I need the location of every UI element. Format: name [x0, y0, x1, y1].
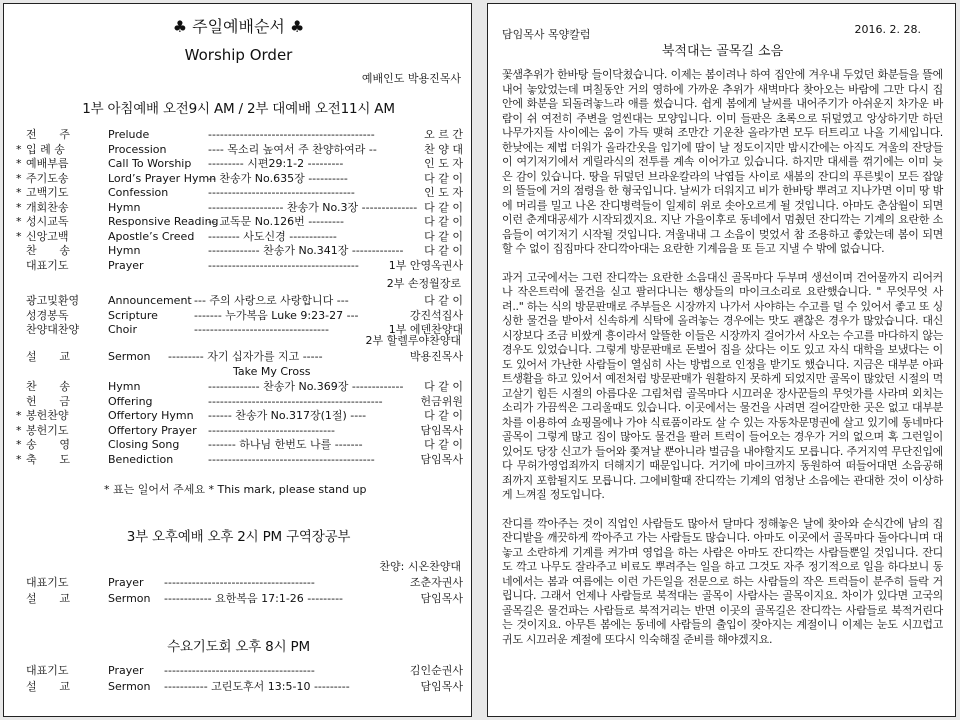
order-row	[4, 453, 472, 467]
order-item-leader: 다 같 이	[424, 409, 463, 422]
order-item-korean: 전 주	[26, 128, 70, 141]
order-row	[4, 201, 472, 215]
worship-order-page	[3, 3, 472, 717]
order-item-korean: 설 교	[26, 592, 70, 605]
order-item-leader: 헌금위원	[420, 394, 463, 408]
order-item-korean: 찬 송	[26, 380, 70, 393]
order-item-korean: 송 영	[26, 438, 70, 451]
sermon-preacher: 박용진목사	[409, 350, 463, 363]
order-item-leader: 찬 양 대	[424, 142, 463, 156]
order-item-leader: 담임목사	[420, 452, 463, 466]
worship-order-title: ♣ 주일예배순서 ♣	[172, 17, 305, 36]
order-item-english: Sermon	[108, 592, 151, 605]
worship-leader: 예배인도 박용진목사	[361, 72, 461, 85]
order-item-english: Prayer	[108, 258, 144, 272]
order-item-detail: ------ 찬송가 No.317장(1절) ----	[208, 409, 367, 422]
order-item-detail: ----------- 고린도후서 13:5-10 ---------	[164, 680, 350, 693]
order-item-korean: 대표기도	[26, 664, 69, 677]
order-item-english: Prayer	[108, 576, 144, 589]
order-item-leader: 다 같 이	[424, 244, 463, 257]
order-row	[4, 244, 472, 258]
order-item-leader: 인 도 자	[424, 157, 463, 170]
order-row	[4, 680, 472, 694]
order-row	[4, 395, 472, 409]
order-item-leader: 인 도 자	[424, 186, 463, 199]
order-mark: *	[16, 171, 22, 185]
order-mark: *	[16, 438, 22, 451]
column-paragraph: 잔디를 깍아주는 것이 직업인 사람들도 많아서 달마다 정해놓은 날에 찾아와 순식간에 남의 집 잔디밭을 깨끗하게 깍아주고 가는 사람들도 많습니다. 아마도 이곳에서 골목마다 돌아다니며 대놓고 소란하게 기계를 켜가며 영업을 하는 사람은 아마도 잔디깍는 사람들뿐일 것입니다. 잔디도 깍고 나무도 잘라주고 비료도 뿌려주는 일을 하고 그것도 자주 정기적으로 일을 하다보니 동네에서는 봄과 여름에는 이런 가든일을 전문으로 하는 사람들의 작은 트럭들이 분주히 들락 거립니다. 그래서 언제나 사람들로 북적대는 골목이 사람사는 골목이지요. 차이가 있다면 고국의 골목길은 물건파는 사람들로 북적거리는 반면 이곳의 골목길은 잔디깍는 사람들로 북적거린다는 것이지요. 아무튼 봄에는 동네에 사람들의 출입이 잦아지는 계절이니 이제는 눈도 시끄럽고 귀도 시끄러운 계절에 또다시 익숙해질 준비를 해야겠지요.	[502, 516, 943, 646]
order-item-detail: -- 교독문 No.126번 ---------	[208, 215, 344, 228]
order-item-korean: 성시교독	[26, 215, 69, 228]
order-item-leader: 1부 에덴찬양대	[388, 323, 463, 336]
order-item-english: Scripture	[108, 308, 158, 322]
column-body	[502, 68, 943, 661]
order-item-leader: 다 같 이	[424, 438, 463, 451]
order-item-korean: 신앙고백	[26, 229, 69, 243]
order-mark: *	[16, 452, 22, 466]
order-item-english: Lord’s Prayer Hymn	[108, 171, 217, 185]
order-item-leader: 다 같 이	[424, 380, 463, 393]
order-item-detail: ----------------------------------	[194, 323, 329, 336]
sermon-row	[4, 350, 472, 364]
order-item-detail: ------------- 찬송가 No.341장 -------------	[208, 244, 404, 257]
order-item-korean: 헌 금	[26, 394, 70, 408]
section-wednesday-prayer: 수요기도회 오후 8시 PM	[167, 639, 310, 655]
order-item-leader: 강진석집사	[409, 308, 463, 322]
order-mark: *	[16, 409, 22, 422]
order-mark: *	[16, 200, 22, 214]
column-header-label: 담임목사 목양칼럼	[502, 28, 591, 41]
order-item-leader: 다 같 이	[424, 229, 463, 243]
order-item-korean: 입 례 송	[26, 142, 65, 156]
second-service-prayer: 2부 손정월장로	[386, 277, 461, 290]
order-row	[4, 576, 472, 590]
order-item-leader: 오 르 간	[424, 128, 463, 141]
order-row	[4, 259, 472, 273]
order-row	[4, 230, 472, 244]
sermon-title: --------- 자기 십자가를 지고 -----	[168, 350, 323, 363]
order-item-detail: --------------------------------------	[208, 258, 359, 272]
order-item-english: Prayer	[108, 664, 144, 677]
order-item-detail: -------------------------------------	[208, 186, 355, 199]
order-row	[4, 157, 472, 171]
order-item-leader: 담임목사	[420, 592, 463, 605]
order-item-korean: 설 교	[26, 680, 70, 693]
order-item-english: Hymn	[108, 380, 141, 393]
worship-order-subtitle: Worship Order	[184, 46, 293, 64]
order-row	[4, 294, 472, 308]
afternoon-praise: 찬양: 시온찬양대	[379, 560, 461, 573]
sermon-title-english: Take My Cross	[233, 365, 311, 378]
order-item-korean: 봉헌기도	[26, 423, 69, 437]
order-row	[4, 143, 472, 157]
order-item-detail: ------------ 요한복음 17:1-26 ---------	[164, 592, 344, 605]
order-mark: *	[16, 423, 22, 437]
order-item-detail: --------------------------------------------	[208, 394, 383, 408]
order-item-english: Apostle’s Creed	[108, 229, 195, 243]
order-item-english: Prelude	[108, 128, 150, 141]
order-row	[4, 215, 472, 229]
column-title: 북적대는 골목길 소음	[661, 44, 784, 59]
sermon-en: Sermon	[108, 350, 151, 363]
order-row	[4, 186, 472, 200]
order-item-korean: 예배부름	[26, 157, 69, 170]
sermon-ko: 설 교	[26, 350, 70, 363]
order-item-korean: 대표기도	[26, 258, 69, 272]
order-mark: *	[16, 157, 22, 170]
order-item-english: Procession	[108, 142, 167, 156]
order-item-english: Offertory Prayer	[108, 423, 197, 437]
second-service-choir: 2부 할렐루야찬양대	[365, 334, 461, 347]
order-item-english: Offering	[108, 394, 153, 408]
order-item-leader: 다 같 이	[424, 171, 463, 185]
order-item-detail: --------------------------------------	[164, 664, 315, 677]
order-item-detail: ------------------------------------------	[208, 128, 375, 141]
order-item-detail: ------------------- 찬송가 No.3장 --------------	[208, 200, 418, 214]
order-item-english: Benediction	[108, 452, 174, 466]
order-item-leader: 1부 안영옥권사	[388, 258, 463, 272]
order-row	[4, 664, 472, 678]
order-item-korean: 봉헌찬양	[26, 409, 69, 422]
order-item-english: Responsive Reading	[108, 215, 219, 228]
order-item-detail: ------- 하나님 한번도 나를 -------	[208, 438, 363, 451]
order-item-korean: 광고및환영	[26, 294, 80, 307]
order-item-korean: 성경봉독	[26, 308, 69, 322]
order-row	[4, 380, 472, 394]
order-item-english: Confession	[108, 186, 169, 199]
order-mark: *	[16, 229, 22, 243]
order-item-english: Hymn	[108, 244, 141, 257]
order-item-korean: 주기도송	[26, 171, 69, 185]
order-item-detail: ------- 누가복음 Luke 9:23-27 ---	[194, 308, 359, 322]
stand-up-note: * 표는 일어서 주세요 * This mark, please stand up	[104, 483, 367, 496]
column-paragraph: 꽃샘추위가 한바탕 들이닥쳤습니다. 이제는 봄이려나 하여 집안에 겨우내 두었던 화분들을 뜰에 내어 놓았었는데 며칠동안 거의 영하에 가까운 추위가 새벽마다 찾아오는 바람에 그만 다시 집안에 화분을 되돌려놓느라 애를 썼습니다. 쉽게 봄에게 날씨를 내어주기가 아쉬운지 차가운 바람이 쉬 여전히 주변을 얼씬대는 모양입니다. 이미 들판은 초록으로 뒤덮였고 앙상하기만 하던 나무가지들 사이에는 움이 가득 맺혀 조만간 기운찬 올라가면 모두 터트리고 나올 기세입니다. 한낮에는 제법 더워가 올라간옷을 입기에 땀이 날 정도이지만 밤시간에는 아직도 겨울의 잔당들이 여기저기에서 게릴라식의 전투를 계속 이어가고 있습니다. 하지만 대세를 꺾기에는 이미 늦은 감이 있습니다. 땅을 뒤덮던 브라운칼라의 낙엽들 사이로 새봄의 잔디의 푸른빛이 모든 잡않의 뜰들에 거의 점령을 한 형국입니다. 날씨가 더워지고 비가 한바탕 뿌려고 지나가면 이미 땅 밖에 머리를 밀고 나온 잔디병력들이 일제히 위로 솟아오르게 될 것입니다. 아마도 춘삼월이 되면 이런 춘계대공세가 시작되겠지요. 지난 가을이후로 동네에서 멈췄던 잔디깍는 기계의 요란한 소음들이 여기저기 시작될 것입니다. 겨울내내 그 소음이 멎었서 참 조용하고 좋았는데 봄이 되면 할 수 없이 집집마다 잔디깍아대는 요란한 기계음을 또 듣고 지낼 수 밖에 없습니다.	[502, 68, 943, 255]
section-afternoon-service: 3부 오후예배 오후 2시 PM 구역장공부	[126, 529, 351, 545]
order-item-korean: 고백기도	[26, 186, 69, 199]
order-row	[4, 424, 472, 438]
column-date: 2016. 2. 28.	[854, 23, 921, 36]
order-item-detail: ------------------------------------------	[208, 452, 375, 466]
order-item-english: Choir	[108, 323, 137, 336]
order-item-detail: ------------- 찬송가 No.369장 -------------	[208, 380, 404, 393]
order-item-leader: 김인순권사	[409, 664, 463, 677]
order-item-detail: -------- 사도신경 ------------	[208, 229, 337, 243]
order-item-detail: --------- 시편29:1-2 ---------	[208, 157, 344, 170]
order-row	[4, 172, 472, 186]
order-item-detail: --------------------------------------	[164, 576, 315, 589]
order-row	[4, 409, 472, 423]
section-morning-service: 1부 아침예배 오전9시 AM / 2부 대예배 오전11시 AM	[82, 101, 395, 117]
order-item-leader: 담임목사	[420, 423, 463, 437]
order-row	[4, 592, 472, 606]
order-mark: *	[16, 142, 22, 156]
order-item-korean: 대표기도	[26, 576, 69, 589]
order-item-korean: 개회찬송	[26, 200, 69, 214]
order-item-leader: 다 같 이	[424, 200, 463, 214]
order-item-english: Offertory Hymn	[108, 409, 194, 422]
pastor-column-page	[487, 3, 956, 717]
order-item-detail: ---- 목소리 높여서 주 찬양하여라 --	[208, 142, 377, 156]
order-row	[4, 309, 472, 323]
order-item-leader: 담임목사	[420, 680, 463, 693]
column-paragraph: 과거 고국에서는 그런 잔디깍는 요란한 소음대신 골목마다 두부며 생선이며 건어물까지 리어커나 작은트럭에 물건을 싣고 팔러다니는 행상들의 마이크소리로 요란했습니다. " 무엇무엇 사려.." 하는 식의 방문판매로 주부들은 시장까지 나가서 사야하는 수고를 덜 수 있어서 좋고 또 싱싱한 물건을 받아서 신속하게 식탁에 올려놓는 경우에는 맛도 괜찮은 경우가 많았습니다. 대신 시장보다 조금 비쌌게 흥이라서 알뜰한 이들은 시장까지 걸어가서 사오는 수고를 마다하지 않는 경우도 있었습니다. 그렇게 방문판매로 돈벌어 집을 샀다는 이도 있고 자식 대학을 보냈다는 이도 있어서 가난한 사람들이 열심히 사는 방법으로 인정을 받기도 했습니다. 지금은 대부분 아파트생활을 하고 있어서 예전처럼 방문판매가 원활하지 못하게 되었지만 골목이 많았던 시절의 먹고살기 힘든 시절의 아름다운 그림처럼 골목마다 시끄러운 장사꾼들의 무엇가를 사라며 외치는 소리가 가끔씩은 그리울때도 있습니다. 이곳에서는 물건을 사려면 걸어갈만한 곳은 없고 대부분 차를 이용하여 쇼핑몰에나 가야 식료품이라도 살 수 있는 자동차문명권에 살고 있기에 동네마다 골목이 그렇게 많고 집이 많아도 물건을 팔러 트럭이 들어오는 경우가 거의 없으며 혹 그런일이 있어도 당장 신고가 들어와 쫓겨날 뿐아니라 벌금을 내야할지도 모릅니다. 주거지역 무단진입에다 무허가영업죄까지 더해지기 때문입니다. 거기에 마이크까지 동원하여 떠들어대면 소음공해죄까지 포함될지도 모릅니다. 그에비할때 잔디깍는 기계의 엄청난 소음에는 관대한 것이 이상하게 느껴질 정도입니다.	[502, 270, 943, 501]
order-mark: *	[16, 215, 22, 228]
order-item-leader: 다 같 이	[424, 215, 463, 228]
order-row	[4, 128, 472, 142]
order-item-detail: -- 찬송가 No.635장 ----------	[208, 171, 348, 185]
order-mark: *	[16, 186, 22, 199]
order-item-korean: 찬양대찬양	[26, 323, 80, 336]
order-item-english: Sermon	[108, 680, 151, 693]
order-item-leader: 다 같 이	[424, 294, 463, 307]
order-item-english: Hymn	[108, 200, 141, 214]
order-item-english: Call To Worship	[108, 157, 192, 170]
order-item-leader: 조춘자권사	[409, 576, 463, 589]
order-item-detail: --------------------------------	[208, 423, 336, 437]
order-item-english: Announcement	[108, 294, 192, 307]
order-item-korean: 찬 송	[26, 244, 70, 257]
order-item-english: Closing Song	[108, 438, 180, 451]
order-item-korean: 축 도	[26, 452, 70, 466]
order-row	[4, 438, 472, 452]
order-item-detail: --- 주의 사랑으로 사랑합니다 ---	[194, 294, 349, 307]
